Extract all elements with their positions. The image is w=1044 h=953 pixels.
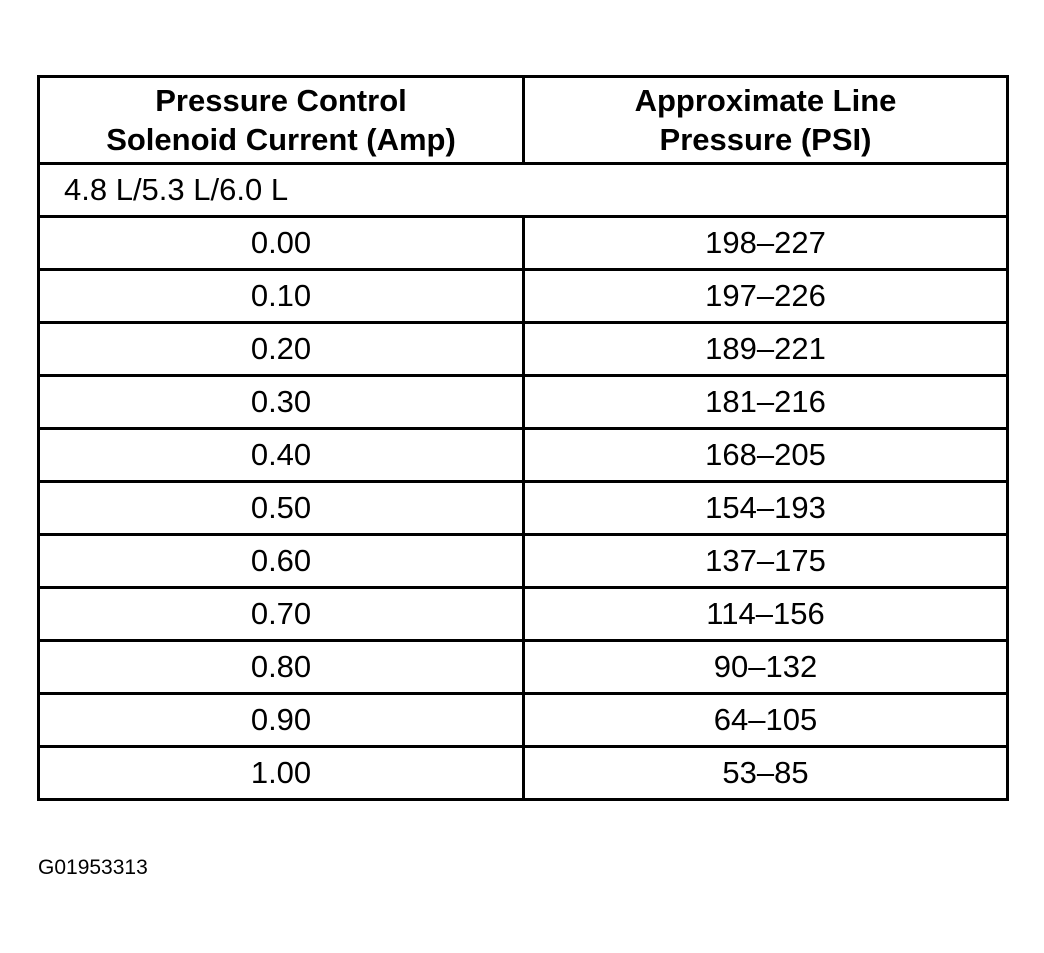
table-row — [39, 429, 1008, 482]
pressure-cell: 114–156 — [524, 588, 1008, 641]
pressure-spec-table-container — [37, 75, 1006, 801]
current-cell: 0.10 — [39, 270, 524, 323]
table-row — [39, 270, 1008, 323]
table-row — [39, 641, 1008, 694]
pressure-cell: 90–132 — [524, 641, 1008, 694]
current-cell: 0.00 — [39, 217, 524, 270]
pressure-cell: 53–85 — [524, 747, 1008, 800]
current-cell: 0.70 — [39, 588, 524, 641]
header-line-pressure-line1: Approximate Line — [634, 83, 897, 118]
header-solenoid-current-line1: Pressure Control — [155, 83, 407, 118]
table-row — [39, 376, 1008, 429]
pressure-spec-table — [37, 75, 1009, 801]
current-cell: 0.60 — [39, 535, 524, 588]
pressure-cell: 181–216 — [524, 376, 1008, 429]
engine-group-label: 4.8 L/5.3 L/6.0 L — [39, 164, 1008, 217]
table-row — [39, 482, 1008, 535]
current-cell: 0.90 — [39, 694, 524, 747]
pressure-cell: 197–226 — [524, 270, 1008, 323]
table-header-row — [39, 77, 1008, 164]
header-solenoid-current-line2: Solenoid Current (Amp) — [106, 122, 456, 157]
current-cell: 0.20 — [39, 323, 524, 376]
header-line-pressure — [524, 77, 1008, 164]
current-cell: 0.50 — [39, 482, 524, 535]
table-row — [39, 535, 1008, 588]
pressure-cell: 154–193 — [524, 482, 1008, 535]
pressure-cell: 198–227 — [524, 217, 1008, 270]
table-row — [39, 217, 1008, 270]
pressure-cell: 64–105 — [524, 694, 1008, 747]
figure-id: G01953313 — [38, 856, 148, 879]
current-cell: 1.00 — [39, 747, 524, 800]
pressure-cell: 189–221 — [524, 323, 1008, 376]
header-solenoid-current — [39, 77, 524, 164]
table-row — [39, 323, 1008, 376]
current-cell: 0.30 — [39, 376, 524, 429]
group-row — [39, 164, 1008, 217]
header-line-pressure-line2: Pressure (PSI) — [659, 122, 872, 157]
table-row — [39, 588, 1008, 641]
pressure-cell: 137–175 — [524, 535, 1008, 588]
pressure-cell: 168–205 — [524, 429, 1008, 482]
current-cell: 0.40 — [39, 429, 524, 482]
table-row — [39, 747, 1008, 800]
current-cell: 0.80 — [39, 641, 524, 694]
table-row — [39, 694, 1008, 747]
